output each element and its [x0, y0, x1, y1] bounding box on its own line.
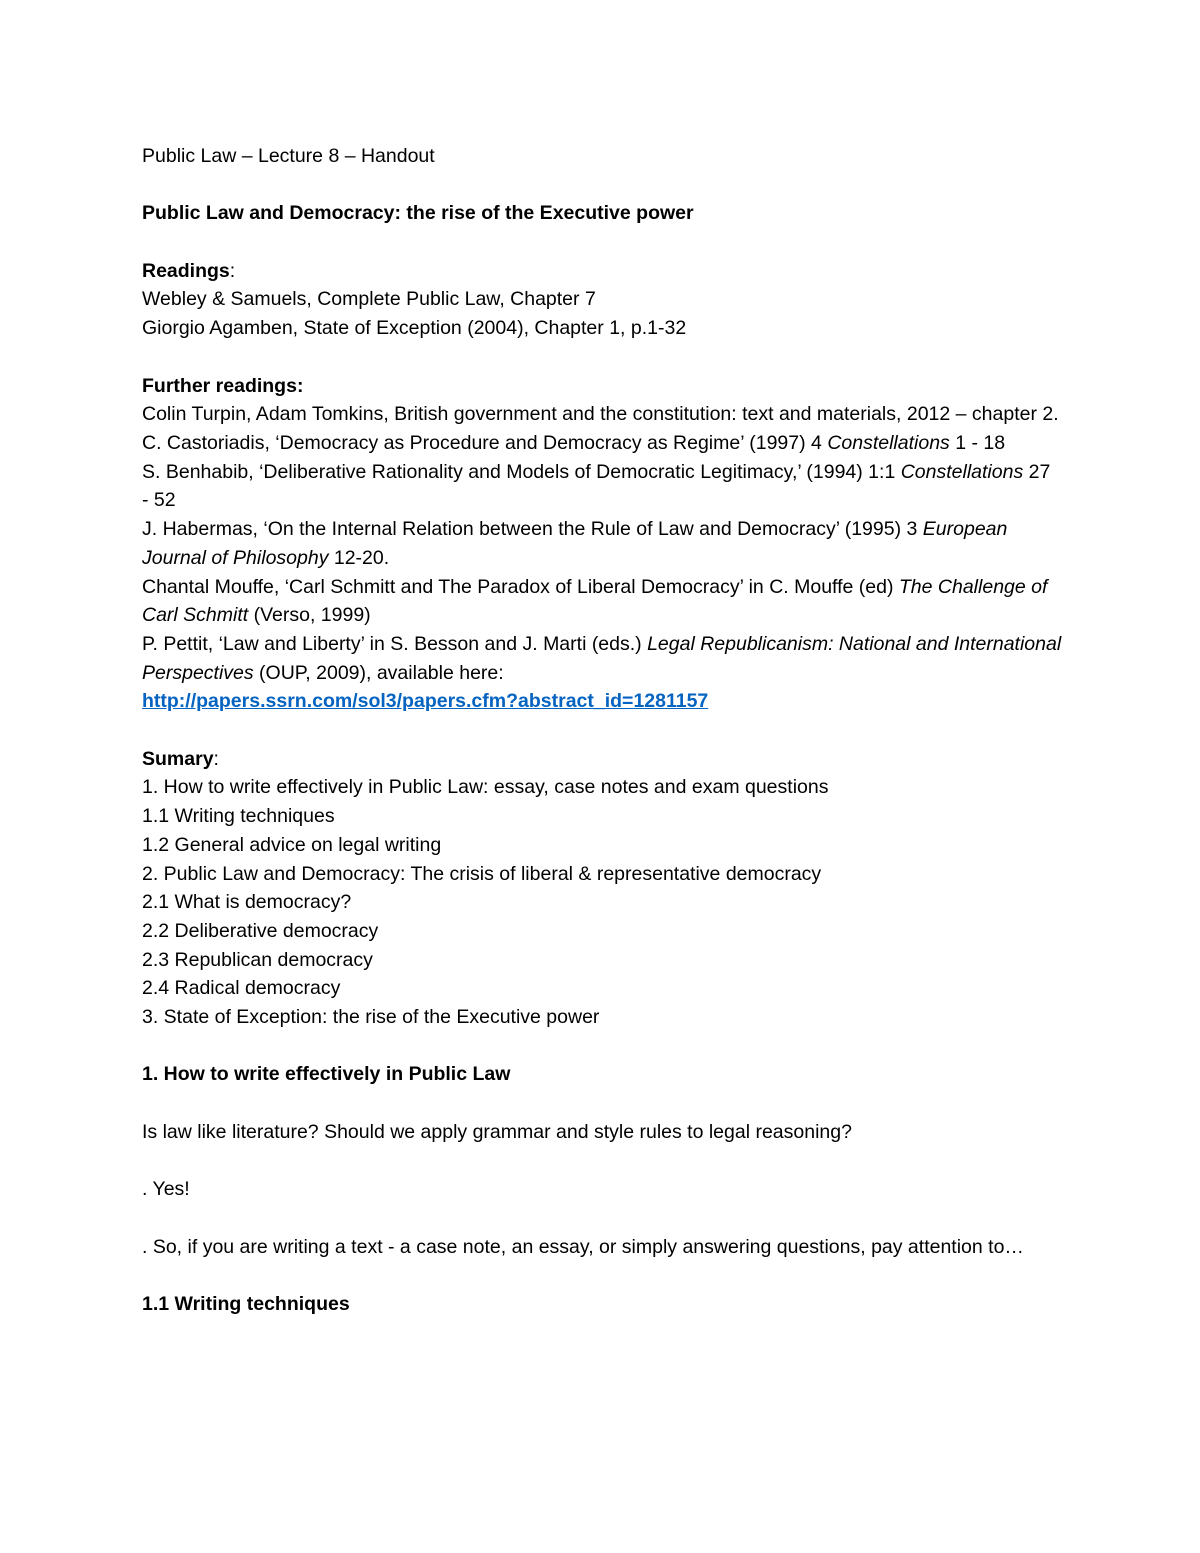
- citation-text: C. Castoriadis, ‘Democracy as Procedure and Democracy as Regime’ (1997) 4: [142, 431, 828, 454]
- summary-item: 2. Public Law and Democracy: The crisis of liberal & representative democracy: [142, 862, 822, 885]
- book-title: The Challenge of Carl Schmitt: [142, 575, 1048, 627]
- further-readings-heading: Further readings:: [142, 374, 304, 397]
- summary-item: 2.3 Republican democracy: [142, 948, 373, 971]
- reading-item: Webley & Samuels, Complete Public Law, Chapter 7: [142, 288, 596, 311]
- journal-title: Constellations: [900, 460, 1024, 483]
- document-page: [142, 142, 1062, 1319]
- section1-advice: . So, if you are writing a text - a case note, an essay, or simply answering questions, pay attention to…: [142, 1235, 1024, 1258]
- citation-pages: 27 - 52: [142, 460, 1051, 512]
- journal-title: European Journal of Philosophy: [142, 518, 1008, 569]
- summary-item: 1. How to write effectively in Public Law: essay, case notes and exam questions: [142, 776, 829, 799]
- section1-heading: 1. How to write effectively in Public Law: [142, 1063, 511, 1086]
- summary-item: 2.4 Radical democracy: [142, 977, 341, 1000]
- book-title: Legal Republicanism: National and International Perspectives: [142, 632, 1062, 684]
- citation-text: J. Habermas, ‘On the Internal Relation between the Rule of Law and Democracy’ (1995) 3: [142, 518, 923, 541]
- readings-heading-colon: :: [229, 259, 236, 282]
- citation-pages: 12-20.: [328, 546, 390, 569]
- summary-item: 3. State of Exception: the rise of the Executive power: [142, 1006, 600, 1029]
- summary-heading: [142, 745, 1062, 774]
- document-subtitle: Public Law and Democracy: the rise of the Executive power: [142, 202, 694, 225]
- citation-text: P. Pettit, ‘Law and Liberty’ in S. Besson and J. Marti (eds.): [142, 632, 648, 655]
- summary-item: 1.2 General advice on legal writing: [142, 833, 442, 856]
- document-title: Public Law – Lecture 8 – Handout: [142, 145, 435, 167]
- further-reading-pettit: [142, 630, 1062, 687]
- summary-heading-colon: :: [213, 747, 219, 770]
- further-reading-habermas: [142, 515, 1062, 572]
- further-reading-mouffe: [142, 573, 1062, 630]
- citation-text: S. Benhabib, ‘Deliberative Rationality and Models of Democratic Legitimacy,’ (1994) 1:1: [142, 460, 901, 483]
- summary-item: 2.2 Deliberative democracy: [142, 919, 379, 942]
- further-reading-castoriadis: [142, 429, 1062, 458]
- citation-publisher: (OUP, 2009), available here:: [253, 661, 504, 684]
- section1-answer: . Yes!: [142, 1178, 190, 1201]
- citation-pages: 1 - 18: [949, 431, 1006, 454]
- further-reading-turpin: Colin Turpin, Adam Tomkins, British government and the constitution: text and materials, 2012 – chapter 2.: [142, 403, 1059, 426]
- summary-item: 1.1 Writing techniques: [142, 805, 335, 828]
- journal-title: Constellations: [827, 431, 950, 454]
- readings-heading-text: Readings: [142, 259, 230, 282]
- citation-publisher: (Verso, 1999): [248, 604, 371, 627]
- summary-heading-text: Sumary: [142, 747, 214, 770]
- ssrn-link[interactable]: http://papers.ssrn.com/sol3/papers.cfm?abstract_id=1281157: [142, 690, 709, 713]
- reading-item: Giorgio Agamben, State of Exception (2004), Chapter 1, p.1-32: [142, 317, 687, 340]
- readings-heading: [142, 257, 1062, 286]
- section1-question: Is law like literature? Should we apply grammar and style rules to legal reasoning?: [142, 1120, 852, 1143]
- section1-subheading: 1.1 Writing techniques: [142, 1292, 350, 1315]
- further-reading-benhabib: [142, 458, 1062, 515]
- summary-item: 2.1 What is democracy?: [142, 891, 352, 914]
- citation-text: Chantal Mouffe, ‘Carl Schmitt and The Paradox of Liberal Democracy’ in C. Mouffe (ed): [142, 575, 899, 598]
